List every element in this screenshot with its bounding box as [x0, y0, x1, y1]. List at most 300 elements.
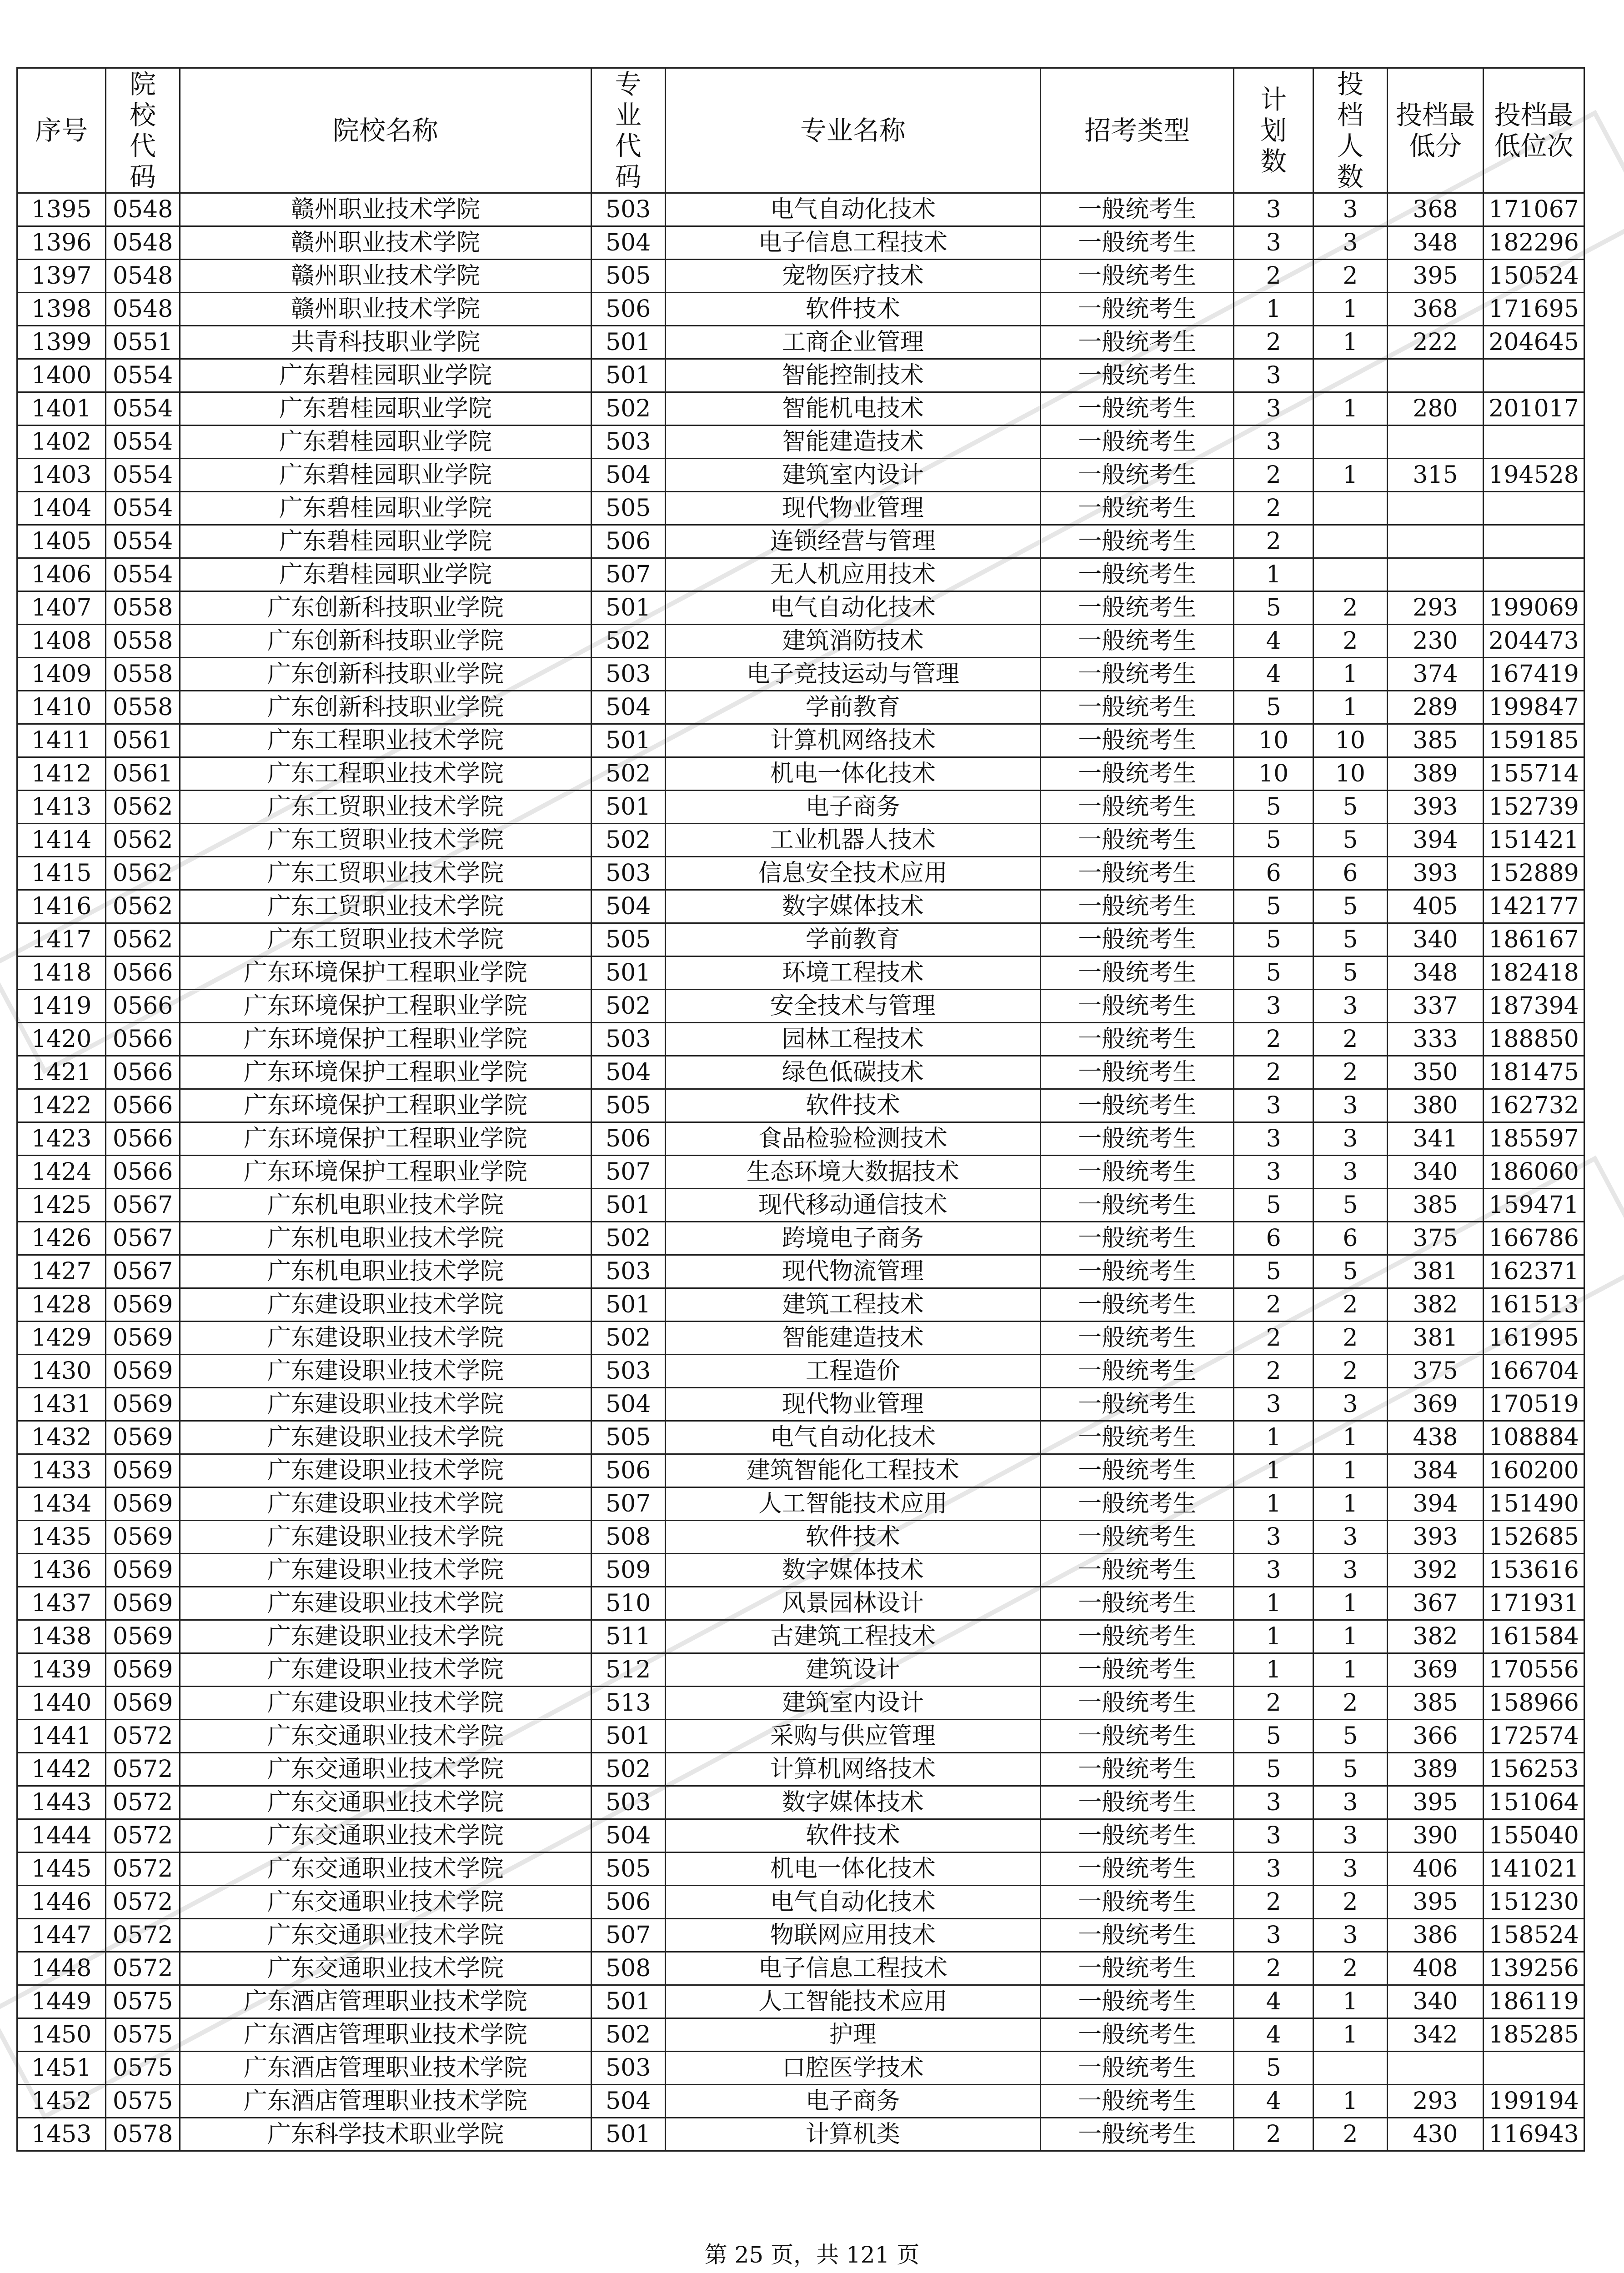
cell-school-name: 广东环境保护工程职业学院 — [180, 1156, 591, 1189]
cell-plan: 2 — [1234, 2118, 1313, 2151]
cell-seq: 1451 — [17, 2052, 106, 2085]
table-row — [17, 426, 1584, 459]
table-row — [17, 591, 1584, 625]
cell-major-name: 机电一体化技术 — [665, 1852, 1041, 1886]
admission-table — [16, 67, 1585, 2152]
cell-seq: 1439 — [17, 1653, 106, 1687]
cell-seq: 1395 — [17, 193, 106, 226]
cell-school-name: 广东碧桂园职业学院 — [180, 359, 591, 392]
cell-school-name: 广东交通职业技术学院 — [180, 1720, 591, 1753]
cell-admitted: 5 — [1313, 824, 1388, 857]
cell-school-code: 0561 — [106, 724, 180, 757]
cell-seq: 1401 — [17, 392, 106, 426]
cell-min-score: 340 — [1387, 1156, 1483, 1189]
cell-type: 一般统考生 — [1041, 1089, 1234, 1122]
table-row — [17, 1985, 1584, 2018]
cell-seq: 1404 — [17, 492, 106, 525]
cell-min-rank: 185597 — [1484, 1122, 1584, 1156]
cell-min-rank: 187394 — [1484, 990, 1584, 1023]
cell-school-name: 广东工程职业技术学院 — [180, 724, 591, 757]
cell-plan: 1 — [1234, 1421, 1313, 1454]
cell-seq: 1447 — [17, 1919, 106, 1952]
cell-major-name: 软件技术 — [665, 293, 1041, 326]
cell-min-score: 369 — [1387, 1653, 1483, 1687]
cell-major-code: 510 — [591, 1587, 665, 1620]
cell-type: 一般统考生 — [1041, 1322, 1234, 1355]
cell-school-name: 广东交通职业技术学院 — [180, 1852, 591, 1886]
cell-seq: 1428 — [17, 1288, 106, 1322]
cell-major-name: 电气自动化技术 — [665, 591, 1041, 625]
cell-school-name: 广东机电职业技术学院 — [180, 1189, 591, 1222]
cell-min-rank: 201017 — [1484, 392, 1584, 426]
cell-min-rank: 150524 — [1484, 260, 1584, 293]
table-row — [17, 293, 1584, 326]
cell-major-code: 502 — [591, 625, 665, 658]
cell-school-name: 广东环境保护工程职业学院 — [180, 1023, 591, 1056]
cell-major-code: 504 — [591, 1388, 665, 1421]
cell-school-code: 0567 — [106, 1222, 180, 1255]
cell-school-name: 广东工贸职业技术学院 — [180, 857, 591, 890]
cell-plan: 3 — [1234, 1089, 1313, 1122]
cell-min-score: 369 — [1387, 1388, 1483, 1421]
cell-school-name: 广东建设职业技术学院 — [180, 1388, 591, 1421]
cell-school-name: 广东碧桂园职业学院 — [180, 392, 591, 426]
cell-major-code: 505 — [591, 260, 665, 293]
cell-seq: 1409 — [17, 658, 106, 691]
table-row — [17, 1089, 1584, 1122]
cell-plan: 10 — [1234, 724, 1313, 757]
cell-school-name: 广东环境保护工程职业学院 — [180, 956, 591, 990]
cell-school-code: 0569 — [106, 1487, 180, 1521]
table-row — [17, 956, 1584, 990]
cell-school-code: 0569 — [106, 1288, 180, 1322]
table-row — [17, 1222, 1584, 1255]
table-row — [17, 1322, 1584, 1355]
cell-major-code: 508 — [591, 1952, 665, 1985]
cell-type: 一般统考生 — [1041, 1056, 1234, 1089]
cell-min-rank: 116943 — [1484, 2118, 1584, 2151]
cell-seq: 1437 — [17, 1587, 106, 1620]
cell-major-name: 工程造价 — [665, 1355, 1041, 1388]
cell-admitted — [1313, 359, 1388, 392]
table-row — [17, 260, 1584, 293]
cell-seq: 1440 — [17, 1687, 106, 1720]
cell-seq: 1410 — [17, 691, 106, 724]
header-school-name: 院校名称 — [180, 68, 591, 193]
cell-school-code: 0572 — [106, 1852, 180, 1886]
cell-school-name: 广东建设职业技术学院 — [180, 1421, 591, 1454]
cell-major-name: 电气自动化技术 — [665, 1421, 1041, 1454]
table-row — [17, 492, 1584, 525]
cell-seq: 1398 — [17, 293, 106, 326]
cell-admitted: 6 — [1313, 1222, 1388, 1255]
cell-min-score: 381 — [1387, 1322, 1483, 1355]
cell-min-score: 380 — [1387, 1089, 1483, 1122]
cell-school-code: 0558 — [106, 658, 180, 691]
cell-type: 一般统考生 — [1041, 1487, 1234, 1521]
cell-min-rank: 151421 — [1484, 824, 1584, 857]
cell-school-name: 广东建设职业技术学院 — [180, 1487, 591, 1521]
cell-min-rank: 158966 — [1484, 1687, 1584, 1720]
cell-plan: 2 — [1234, 1023, 1313, 1056]
cell-school-code: 0562 — [106, 923, 180, 956]
cell-min-rank: 186167 — [1484, 923, 1584, 956]
cell-major-code: 503 — [591, 857, 665, 890]
cell-school-name: 广东交通职业技术学院 — [180, 1819, 591, 1852]
cell-type: 一般统考生 — [1041, 1355, 1234, 1388]
header-major-name: 专业名称 — [665, 68, 1041, 193]
cell-seq: 1442 — [17, 1753, 106, 1786]
cell-type: 一般统考生 — [1041, 625, 1234, 658]
cell-plan: 3 — [1234, 193, 1313, 226]
table-row — [17, 890, 1584, 923]
cell-min-score: 393 — [1387, 791, 1483, 824]
header-type: 招考类型 — [1041, 68, 1234, 193]
cell-major-name: 食品检验检测技术 — [665, 1122, 1041, 1156]
cell-min-rank: 152685 — [1484, 1521, 1584, 1554]
cell-min-score: 430 — [1387, 2118, 1483, 2151]
table-row — [17, 1355, 1584, 1388]
cell-major-name: 建筑智能化工程技术 — [665, 1454, 1041, 1487]
cell-admitted: 1 — [1313, 1421, 1388, 1454]
cell-plan: 3 — [1234, 359, 1313, 392]
cell-min-rank: 188850 — [1484, 1023, 1584, 1056]
table-row — [17, 1421, 1584, 1454]
cell-seq: 1418 — [17, 956, 106, 990]
cell-seq: 1420 — [17, 1023, 106, 1056]
cell-admitted: 1 — [1313, 1653, 1388, 1687]
cell-plan: 1 — [1234, 1487, 1313, 1521]
cell-type: 一般统考生 — [1041, 1023, 1234, 1056]
cell-min-rank: 153616 — [1484, 1554, 1584, 1587]
cell-min-score: 368 — [1387, 293, 1483, 326]
cell-school-name: 广东工贸职业技术学院 — [180, 890, 591, 923]
cell-min-score — [1387, 359, 1483, 392]
cell-admitted: 5 — [1313, 791, 1388, 824]
cell-admitted — [1313, 2052, 1388, 2085]
cell-min-rank: 182296 — [1484, 226, 1584, 260]
cell-school-name: 广东交通职业技术学院 — [180, 1952, 591, 1985]
table-row — [17, 1687, 1584, 1720]
cell-min-rank — [1484, 2052, 1584, 2085]
cell-plan: 3 — [1234, 1919, 1313, 1952]
table-row — [17, 1521, 1584, 1554]
cell-plan: 4 — [1234, 2018, 1313, 2052]
cell-plan: 5 — [1234, 956, 1313, 990]
cell-min-rank — [1484, 492, 1584, 525]
cell-type: 一般统考生 — [1041, 558, 1234, 591]
cell-admitted: 5 — [1313, 956, 1388, 990]
cell-min-score — [1387, 558, 1483, 591]
cell-school-code: 0558 — [106, 591, 180, 625]
cell-type: 一般统考生 — [1041, 1421, 1234, 1454]
cell-min-score: 289 — [1387, 691, 1483, 724]
cell-school-code: 0567 — [106, 1189, 180, 1222]
cell-major-name: 物联网应用技术 — [665, 1919, 1041, 1952]
table-row — [17, 1056, 1584, 1089]
cell-major-code: 502 — [591, 1753, 665, 1786]
cell-plan: 2 — [1234, 1886, 1313, 1919]
table-row — [17, 1487, 1584, 1521]
cell-major-code: 503 — [591, 2052, 665, 2085]
cell-admitted: 2 — [1313, 591, 1388, 625]
cell-min-score: 368 — [1387, 193, 1483, 226]
cell-seq: 1430 — [17, 1355, 106, 1388]
cell-school-code: 0569 — [106, 1587, 180, 1620]
cell-major-name: 电子竞技运动与管理 — [665, 658, 1041, 691]
cell-school-name: 广东工程职业技术学院 — [180, 757, 591, 791]
cell-min-score: 348 — [1387, 956, 1483, 990]
cell-school-code: 0569 — [106, 1454, 180, 1487]
table-row — [17, 857, 1584, 890]
cell-school-code: 0554 — [106, 459, 180, 492]
cell-type: 一般统考生 — [1041, 1255, 1234, 1288]
cell-seq: 1405 — [17, 525, 106, 558]
cell-plan: 4 — [1234, 625, 1313, 658]
cell-min-score: 293 — [1387, 2085, 1483, 2118]
cell-admitted: 5 — [1313, 1189, 1388, 1222]
cell-plan: 2 — [1234, 1056, 1313, 1089]
cell-plan: 3 — [1234, 1521, 1313, 1554]
cell-seq: 1429 — [17, 1322, 106, 1355]
table-row — [17, 2018, 1584, 2052]
cell-min-rank: 204645 — [1484, 326, 1584, 359]
table-row — [17, 691, 1584, 724]
cell-major-code: 507 — [591, 1156, 665, 1189]
cell-type: 一般统考生 — [1041, 923, 1234, 956]
cell-school-name: 广东环境保护工程职业学院 — [180, 1089, 591, 1122]
cell-major-name: 无人机应用技术 — [665, 558, 1041, 591]
cell-type: 一般统考生 — [1041, 293, 1234, 326]
cell-major-code: 511 — [591, 1620, 665, 1653]
cell-admitted: 1 — [1313, 293, 1388, 326]
cell-school-code: 0569 — [106, 1687, 180, 1720]
cell-min-score — [1387, 2052, 1483, 2085]
cell-min-rank: 199194 — [1484, 2085, 1584, 2118]
cell-school-code: 0551 — [106, 326, 180, 359]
table-row — [17, 1653, 1584, 1687]
table-row — [17, 558, 1584, 591]
cell-school-code: 0562 — [106, 857, 180, 890]
cell-major-code: 507 — [591, 558, 665, 591]
cell-major-code: 501 — [591, 1288, 665, 1322]
cell-school-name: 广东机电职业技术学院 — [180, 1255, 591, 1288]
cell-major-code: 505 — [591, 1421, 665, 1454]
cell-type: 一般统考生 — [1041, 658, 1234, 691]
cell-min-score: 374 — [1387, 658, 1483, 691]
cell-min-score: 333 — [1387, 1023, 1483, 1056]
cell-min-rank: 155714 — [1484, 757, 1584, 791]
cell-major-name: 环境工程技术 — [665, 956, 1041, 990]
cell-min-rank: 152889 — [1484, 857, 1584, 890]
cell-min-rank: 151230 — [1484, 1886, 1584, 1919]
cell-admitted: 5 — [1313, 1255, 1388, 1288]
cell-major-code: 503 — [591, 658, 665, 691]
cell-school-name: 赣州职业技术学院 — [180, 293, 591, 326]
cell-min-score: 389 — [1387, 1753, 1483, 1786]
cell-admitted: 3 — [1313, 1852, 1388, 1886]
cell-plan: 5 — [1234, 1753, 1313, 1786]
cell-major-name: 绿色低碳技术 — [665, 1056, 1041, 1089]
cell-min-rank: 161584 — [1484, 1620, 1584, 1653]
cell-admitted: 2 — [1313, 1023, 1388, 1056]
cell-min-score: 394 — [1387, 824, 1483, 857]
cell-major-name: 建筑消防技术 — [665, 625, 1041, 658]
cell-plan: 3 — [1234, 1122, 1313, 1156]
cell-min-rank: 108884 — [1484, 1421, 1584, 1454]
cell-school-code: 0566 — [106, 1023, 180, 1056]
cell-major-code: 503 — [591, 1786, 665, 1819]
cell-seq: 1399 — [17, 326, 106, 359]
cell-school-code: 0569 — [106, 1421, 180, 1454]
cell-school-name: 广东建设职业技术学院 — [180, 1587, 591, 1620]
cell-min-score: 375 — [1387, 1355, 1483, 1388]
cell-major-name: 宠物医疗技术 — [665, 260, 1041, 293]
cell-type: 一般统考生 — [1041, 226, 1234, 260]
cell-plan: 6 — [1234, 1222, 1313, 1255]
cell-major-name: 古建筑工程技术 — [665, 1620, 1041, 1653]
cell-min-rank — [1484, 359, 1584, 392]
table-row — [17, 226, 1584, 260]
cell-admitted: 5 — [1313, 1753, 1388, 1786]
cell-school-code: 0548 — [106, 193, 180, 226]
cell-plan: 4 — [1234, 658, 1313, 691]
cell-min-rank — [1484, 426, 1584, 459]
cell-seq: 1406 — [17, 558, 106, 591]
cell-admitted: 1 — [1313, 1487, 1388, 1521]
cell-type: 一般统考生 — [1041, 1819, 1234, 1852]
cell-school-name: 广东创新科技职业学院 — [180, 658, 591, 691]
cell-plan: 3 — [1234, 392, 1313, 426]
cell-admitted: 3 — [1313, 1819, 1388, 1852]
cell-min-score: 337 — [1387, 990, 1483, 1023]
cell-major-code: 501 — [591, 326, 665, 359]
cell-plan: 3 — [1234, 1388, 1313, 1421]
cell-major-code: 506 — [591, 293, 665, 326]
cell-min-rank: 151064 — [1484, 1786, 1584, 1819]
cell-min-score: 366 — [1387, 1720, 1483, 1753]
cell-min-rank: 162371 — [1484, 1255, 1584, 1288]
cell-seq: 1436 — [17, 1554, 106, 1587]
cell-school-code: 0558 — [106, 691, 180, 724]
cell-school-name: 广东交通职业技术学院 — [180, 1886, 591, 1919]
cell-school-code: 0566 — [106, 1122, 180, 1156]
cell-major-name: 电子商务 — [665, 791, 1041, 824]
cell-type: 一般统考生 — [1041, 1753, 1234, 1786]
cell-major-code: 513 — [591, 1687, 665, 1720]
cell-seq: 1452 — [17, 2085, 106, 2118]
cell-seq: 1421 — [17, 1056, 106, 1089]
cell-type: 一般统考生 — [1041, 1786, 1234, 1819]
cell-min-rank: 171931 — [1484, 1587, 1584, 1620]
cell-seq: 1448 — [17, 1952, 106, 1985]
cell-major-name: 人工智能技术应用 — [665, 1985, 1041, 2018]
cell-type: 一般统考生 — [1041, 990, 1234, 1023]
cell-seq: 1415 — [17, 857, 106, 890]
table-row — [17, 1886, 1584, 1919]
cell-school-code: 0578 — [106, 2118, 180, 2151]
cell-min-rank: 161995 — [1484, 1322, 1584, 1355]
cell-min-score: 367 — [1387, 1587, 1483, 1620]
cell-school-code: 0562 — [106, 791, 180, 824]
cell-plan: 1 — [1234, 558, 1313, 591]
cell-plan: 1 — [1234, 1653, 1313, 1687]
cell-school-name: 广东建设职业技术学院 — [180, 1554, 591, 1587]
cell-plan: 2 — [1234, 1322, 1313, 1355]
table-row — [17, 1189, 1584, 1222]
cell-admitted: 3 — [1313, 226, 1388, 260]
table-row — [17, 1919, 1584, 1952]
cell-school-code: 0572 — [106, 1886, 180, 1919]
cell-plan: 6 — [1234, 857, 1313, 890]
cell-min-rank: 172574 — [1484, 1720, 1584, 1753]
cell-major-code: 503 — [591, 1355, 665, 1388]
table-row — [17, 724, 1584, 757]
cell-plan: 3 — [1234, 990, 1313, 1023]
cell-type: 一般统考生 — [1041, 426, 1234, 459]
cell-major-code: 501 — [591, 591, 665, 625]
cell-school-name: 广东酒店管理职业技术学院 — [180, 2085, 591, 2118]
cell-min-score: 375 — [1387, 1222, 1483, 1255]
cell-type: 一般统考生 — [1041, 1952, 1234, 1985]
cell-type: 一般统考生 — [1041, 1554, 1234, 1587]
cell-major-name: 现代移动通信技术 — [665, 1189, 1041, 1222]
header-min-score: 投档最低分 — [1387, 68, 1483, 193]
cell-major-code: 502 — [591, 2018, 665, 2052]
cell-admitted: 1 — [1313, 326, 1388, 359]
cell-min-score: 408 — [1387, 1952, 1483, 1985]
cell-school-code: 0566 — [106, 1056, 180, 1089]
cell-seq: 1431 — [17, 1388, 106, 1421]
cell-min-rank: 204473 — [1484, 625, 1584, 658]
cell-major-name: 电气自动化技术 — [665, 193, 1041, 226]
table-row — [17, 459, 1584, 492]
cell-admitted: 2 — [1313, 625, 1388, 658]
header-admitted: 投档人数 — [1313, 68, 1388, 193]
cell-type: 一般统考生 — [1041, 1653, 1234, 1687]
cell-type: 一般统考生 — [1041, 2052, 1234, 2085]
cell-type: 一般统考生 — [1041, 824, 1234, 857]
cell-plan: 5 — [1234, 890, 1313, 923]
cell-plan: 1 — [1234, 1587, 1313, 1620]
cell-admitted: 6 — [1313, 857, 1388, 890]
cell-seq: 1438 — [17, 1620, 106, 1653]
cell-min-rank: 170519 — [1484, 1388, 1584, 1421]
cell-min-rank: 171067 — [1484, 193, 1584, 226]
cell-major-name: 建筑工程技术 — [665, 1288, 1041, 1322]
cell-major-name: 采购与供应管理 — [665, 1720, 1041, 1753]
cell-type: 一般统考生 — [1041, 525, 1234, 558]
cell-plan: 5 — [1234, 1255, 1313, 1288]
cell-school-name: 广东建设职业技术学院 — [180, 1322, 591, 1355]
cell-min-score: 405 — [1387, 890, 1483, 923]
cell-school-name: 广东环境保护工程职业学院 — [180, 1122, 591, 1156]
cell-major-code: 503 — [591, 1255, 665, 1288]
cell-major-name: 智能机电技术 — [665, 392, 1041, 426]
cell-type: 一般统考生 — [1041, 691, 1234, 724]
cell-seq: 1416 — [17, 890, 106, 923]
cell-school-name: 广东酒店管理职业技术学院 — [180, 2052, 591, 2085]
cell-major-name: 建筑室内设计 — [665, 1687, 1041, 1720]
cell-school-code: 0572 — [106, 1753, 180, 1786]
cell-school-name: 广东交通职业技术学院 — [180, 1919, 591, 1952]
cell-type: 一般统考生 — [1041, 2018, 1234, 2052]
cell-min-rank: 185285 — [1484, 2018, 1584, 2052]
cell-school-name: 广东创新科技职业学院 — [180, 691, 591, 724]
cell-major-name: 电气自动化技术 — [665, 1886, 1041, 1919]
cell-seq: 1450 — [17, 2018, 106, 2052]
cell-type: 一般统考生 — [1041, 359, 1234, 392]
